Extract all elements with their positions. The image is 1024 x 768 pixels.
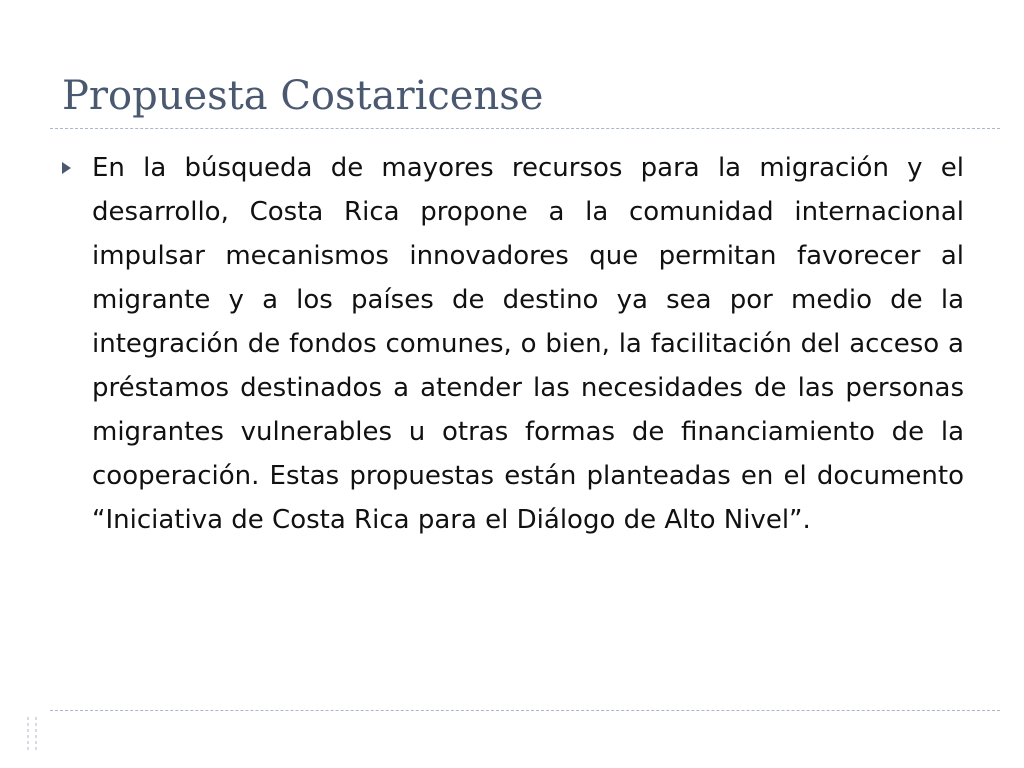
slide-title: Propuesta Costaricense: [62, 73, 544, 119]
footer-divider: [50, 710, 1000, 711]
bullet-text: En la búsqueda de mayores recursos para la migración y el desarrollo, Costa Rica propone a la comunidad internacional impulsar mecanismos innovadores que permitan favorecer al migrante y a los países de destino ya sea por medio de la integración de fondos comunes, o bien, la facilitación del acceso a préstamos destinados a atender las necesidades de las personas migrantes vulnerables u otras formas de financiamiento de la cooperación. Estas propuestas están planteadas en el documento “Iniciativa de Costa Rica para el Diálogo de Alto Nivel”.: [92, 153, 964, 535]
corner-decoration-icon: [22, 715, 62, 755]
bullet-item: [62, 146, 964, 542]
triangle-bullet-icon: [62, 162, 71, 174]
title-divider: [50, 128, 1000, 129]
